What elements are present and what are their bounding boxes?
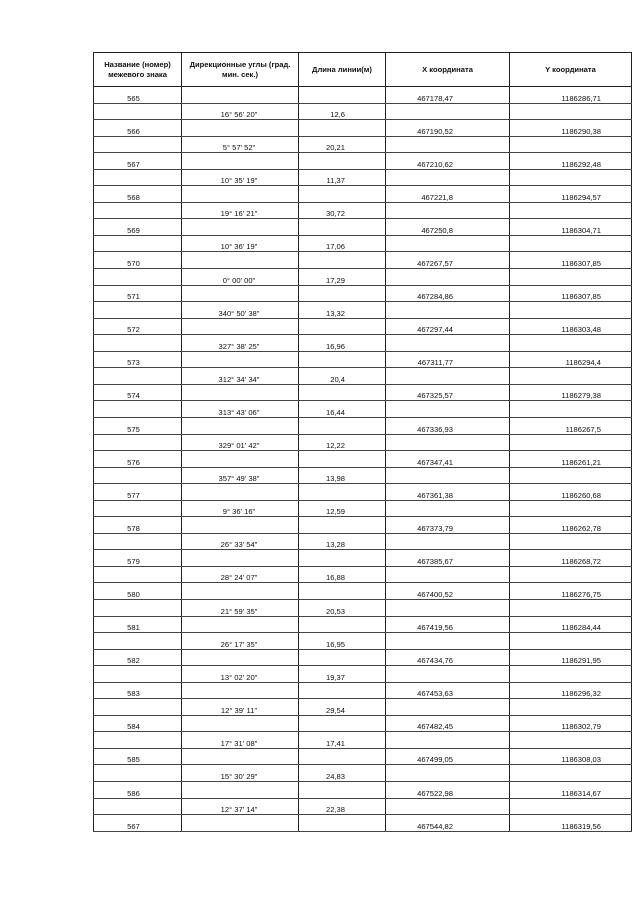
x-cell-empty (386, 467, 510, 484)
segment-length: 20,4 (299, 368, 386, 385)
segment-row (94, 533, 632, 550)
segment-length: 13,28 (299, 533, 386, 550)
point-x: 467453,63 (386, 682, 510, 699)
x-cell-empty (386, 235, 510, 252)
segment-angle: 12° 39' 11" (182, 699, 299, 716)
length-cell-empty (299, 649, 386, 666)
y-cell-empty (510, 732, 632, 749)
point-row (94, 186, 632, 203)
angle-cell-empty (182, 351, 299, 368)
table-body (94, 87, 632, 832)
point-row (94, 550, 632, 567)
segment-row (94, 169, 632, 186)
x-cell-empty (386, 103, 510, 120)
segment-angle: 329° 01' 42" (182, 434, 299, 451)
segment-row (94, 335, 632, 352)
point-x: 467221,8 (386, 186, 510, 203)
segment-length: 13,32 (299, 302, 386, 319)
point-row (94, 120, 632, 137)
point-x: 467482,45 (386, 715, 510, 732)
x-cell-empty (386, 269, 510, 286)
segment-length: 12,22 (299, 434, 386, 451)
point-y: 1186302,79 (510, 715, 632, 732)
point-row (94, 153, 632, 170)
segment-length: 12,6 (299, 103, 386, 120)
x-cell-empty (386, 401, 510, 418)
point-y: 1186260,68 (510, 484, 632, 501)
length-cell-empty (299, 748, 386, 765)
length-cell-empty (299, 351, 386, 368)
segment-row (94, 235, 632, 252)
name-cell-empty (94, 533, 182, 550)
segment-row (94, 798, 632, 815)
segment-angle: 17° 31' 08" (182, 732, 299, 749)
name-cell-empty (94, 169, 182, 186)
length-cell-empty (299, 616, 386, 633)
point-name: 571 (94, 285, 182, 302)
angle-cell-empty (182, 417, 299, 434)
angle-cell-empty (182, 682, 299, 699)
x-cell-empty (386, 798, 510, 815)
name-cell-empty (94, 302, 182, 319)
angle-cell-empty (182, 384, 299, 401)
point-x: 467361,38 (386, 484, 510, 501)
point-x: 467400,52 (386, 583, 510, 600)
x-cell-empty (386, 335, 510, 352)
point-row (94, 715, 632, 732)
point-row (94, 682, 632, 699)
name-cell-empty (94, 467, 182, 484)
segment-angle: 28° 24' 07" (182, 566, 299, 583)
segment-length: 20,53 (299, 600, 386, 617)
segment-length: 17,41 (299, 732, 386, 749)
name-cell-empty (94, 401, 182, 418)
point-row (94, 815, 632, 832)
name-cell-empty (94, 136, 182, 153)
point-row (94, 451, 632, 468)
name-cell-empty (94, 335, 182, 352)
segment-length: 16,95 (299, 633, 386, 650)
point-name: 568 (94, 186, 182, 203)
segment-length: 20,21 (299, 136, 386, 153)
segment-row (94, 633, 632, 650)
segment-row (94, 103, 632, 120)
point-row (94, 583, 632, 600)
segment-angle: 327° 38' 25" (182, 335, 299, 352)
segment-angle: 26° 33' 54" (182, 533, 299, 550)
y-cell-empty (510, 368, 632, 385)
point-x: 467385,67 (386, 550, 510, 567)
segment-angle: 0° 00' 00" (182, 269, 299, 286)
segment-row (94, 765, 632, 782)
y-cell-empty (510, 500, 632, 517)
segment-row (94, 467, 632, 484)
y-cell-empty (510, 202, 632, 219)
segment-row (94, 666, 632, 683)
point-y: 1186294,4 (510, 351, 632, 368)
name-cell-empty (94, 269, 182, 286)
point-x: 467210,62 (386, 153, 510, 170)
point-name: 586 (94, 781, 182, 798)
y-cell-empty (510, 169, 632, 186)
point-row (94, 517, 632, 534)
segment-angle: 21° 59' 35" (182, 600, 299, 617)
segment-angle: 19° 16' 21" (182, 202, 299, 219)
point-x: 467347,41 (386, 451, 510, 468)
point-row (94, 748, 632, 765)
length-cell-empty (299, 120, 386, 137)
point-row (94, 351, 632, 368)
segment-angle: 357° 49' 38" (182, 467, 299, 484)
point-y: 1186296,32 (510, 682, 632, 699)
x-cell-empty (386, 169, 510, 186)
name-cell-empty (94, 202, 182, 219)
segment-length: 30,72 (299, 202, 386, 219)
point-y: 1186286,71 (510, 87, 632, 104)
angle-cell-empty (182, 285, 299, 302)
x-cell-empty (386, 533, 510, 550)
x-cell-empty (386, 202, 510, 219)
point-x: 467336,93 (386, 417, 510, 434)
name-cell-empty (94, 103, 182, 120)
point-row (94, 87, 632, 104)
segment-length: 16,96 (299, 335, 386, 352)
x-cell-empty (386, 368, 510, 385)
angle-cell-empty (182, 219, 299, 236)
length-cell-empty (299, 517, 386, 534)
segment-angle: 13° 02' 20" (182, 666, 299, 683)
segment-row (94, 269, 632, 286)
length-cell-empty (299, 484, 386, 501)
segment-length: 16,44 (299, 401, 386, 418)
segment-length: 19,37 (299, 666, 386, 683)
y-cell-empty (510, 235, 632, 252)
point-name: 567 (94, 815, 182, 832)
point-row (94, 285, 632, 302)
point-row (94, 649, 632, 666)
segment-length: 11,37 (299, 169, 386, 186)
segment-angle: 340° 50' 38" (182, 302, 299, 319)
segment-length: 12,59 (299, 500, 386, 517)
segment-row (94, 202, 632, 219)
point-y: 1186292,48 (510, 153, 632, 170)
point-row (94, 781, 632, 798)
point-x: 467267,57 (386, 252, 510, 269)
point-row (94, 219, 632, 236)
table-header-row (94, 53, 632, 87)
point-y: 1186319,56 (510, 815, 632, 832)
segment-angle: 313° 43' 06" (182, 401, 299, 418)
point-x: 467522,98 (386, 781, 510, 798)
length-cell-empty (299, 451, 386, 468)
name-cell-empty (94, 600, 182, 617)
y-cell-empty (510, 103, 632, 120)
x-cell-empty (386, 765, 510, 782)
y-cell-empty (510, 302, 632, 319)
segment-row (94, 566, 632, 583)
segment-row (94, 368, 632, 385)
angle-cell-empty (182, 484, 299, 501)
segment-row (94, 302, 632, 319)
point-x: 467325,57 (386, 384, 510, 401)
y-cell-empty (510, 401, 632, 418)
point-y: 1186290,38 (510, 120, 632, 137)
y-cell-empty (510, 798, 632, 815)
angle-cell-empty (182, 715, 299, 732)
angle-cell-empty (182, 252, 299, 269)
x-cell-empty (386, 699, 510, 716)
name-cell-empty (94, 500, 182, 517)
point-name: 582 (94, 649, 182, 666)
point-x: 467190,52 (386, 120, 510, 137)
angle-cell-empty (182, 649, 299, 666)
x-cell-empty (386, 566, 510, 583)
point-name: 579 (94, 550, 182, 567)
y-cell-empty (510, 467, 632, 484)
segment-length: 17,29 (299, 269, 386, 286)
name-cell-empty (94, 235, 182, 252)
point-name: 581 (94, 616, 182, 633)
point-x: 467544,82 (386, 815, 510, 832)
point-y: 1186261,21 (510, 451, 632, 468)
angle-cell-empty (182, 318, 299, 335)
y-cell-empty (510, 533, 632, 550)
point-y: 1186307,85 (510, 285, 632, 302)
length-cell-empty (299, 583, 386, 600)
point-name: 569 (94, 219, 182, 236)
angle-cell-empty (182, 815, 299, 832)
angle-cell-empty (182, 781, 299, 798)
y-cell-empty (510, 136, 632, 153)
segment-row (94, 732, 632, 749)
name-cell-empty (94, 368, 182, 385)
point-name: 585 (94, 748, 182, 765)
point-y: 1186294,57 (510, 186, 632, 203)
point-y: 1186279,38 (510, 384, 632, 401)
y-cell-empty (510, 699, 632, 716)
coordinates-sheet (93, 52, 631, 832)
point-name: 567 (94, 153, 182, 170)
point-name: 578 (94, 517, 182, 534)
header-angle: Дирекционные углы (град. мин. сек.) (182, 53, 299, 87)
angle-cell-empty (182, 517, 299, 534)
segment-row (94, 401, 632, 418)
segment-row (94, 434, 632, 451)
point-y: 1186262,78 (510, 517, 632, 534)
point-name: 580 (94, 583, 182, 600)
point-name: 576 (94, 451, 182, 468)
point-row (94, 252, 632, 269)
point-y: 1186291,95 (510, 649, 632, 666)
length-cell-empty (299, 550, 386, 567)
point-name: 572 (94, 318, 182, 335)
point-y: 1186314,67 (510, 781, 632, 798)
length-cell-empty (299, 153, 386, 170)
point-y: 1186276,75 (510, 583, 632, 600)
point-x: 467499,05 (386, 748, 510, 765)
point-y: 1186268,72 (510, 550, 632, 567)
point-x: 467373,79 (386, 517, 510, 534)
x-cell-empty (386, 633, 510, 650)
segment-length: 24,83 (299, 765, 386, 782)
point-name: 565 (94, 87, 182, 104)
y-cell-empty (510, 600, 632, 617)
y-cell-empty (510, 765, 632, 782)
point-name: 574 (94, 384, 182, 401)
angle-cell-empty (182, 748, 299, 765)
x-cell-empty (386, 600, 510, 617)
x-cell-empty (386, 666, 510, 683)
point-x: 467297,44 (386, 318, 510, 335)
length-cell-empty (299, 186, 386, 203)
point-name: 570 (94, 252, 182, 269)
length-cell-empty (299, 318, 386, 335)
header-length: Длина линии(м) (299, 53, 386, 87)
segment-row (94, 136, 632, 153)
point-name: 575 (94, 417, 182, 434)
segment-angle: 12° 37' 14" (182, 798, 299, 815)
angle-cell-empty (182, 451, 299, 468)
name-cell-empty (94, 798, 182, 815)
angle-cell-empty (182, 583, 299, 600)
name-cell-empty (94, 633, 182, 650)
segment-length: 22,38 (299, 798, 386, 815)
point-name: 566 (94, 120, 182, 137)
angle-cell-empty (182, 550, 299, 567)
y-cell-empty (510, 269, 632, 286)
length-cell-empty (299, 219, 386, 236)
segment-length: 29,54 (299, 699, 386, 716)
point-x: 467419,56 (386, 616, 510, 633)
length-cell-empty (299, 384, 386, 401)
name-cell-empty (94, 732, 182, 749)
point-name: 583 (94, 682, 182, 699)
x-cell-empty (386, 434, 510, 451)
point-row (94, 384, 632, 401)
angle-cell-empty (182, 153, 299, 170)
y-cell-empty (510, 335, 632, 352)
segment-angle: 312° 34' 34" (182, 368, 299, 385)
length-cell-empty (299, 87, 386, 104)
point-y: 1186304,71 (510, 219, 632, 236)
header-y: Y координата (510, 53, 632, 87)
segment-angle: 9° 36' 16" (182, 500, 299, 517)
point-y: 1186307,85 (510, 252, 632, 269)
segment-angle: 15° 30' 29" (182, 765, 299, 782)
angle-cell-empty (182, 616, 299, 633)
point-y: 1186303,48 (510, 318, 632, 335)
y-cell-empty (510, 666, 632, 683)
point-row (94, 318, 632, 335)
length-cell-empty (299, 252, 386, 269)
point-y: 1186308,03 (510, 748, 632, 765)
segment-angle: 5° 57' 52" (182, 136, 299, 153)
segment-angle: 10° 36' 19" (182, 235, 299, 252)
name-cell-empty (94, 434, 182, 451)
segment-angle: 10° 35' 19" (182, 169, 299, 186)
header-x: X координата (386, 53, 510, 87)
name-cell-empty (94, 666, 182, 683)
point-row (94, 484, 632, 501)
x-cell-empty (386, 302, 510, 319)
segment-length: 13,98 (299, 467, 386, 484)
point-name: 577 (94, 484, 182, 501)
segment-angle: 26° 17' 35" (182, 633, 299, 650)
point-y: 1186284,44 (510, 616, 632, 633)
y-cell-empty (510, 434, 632, 451)
segment-row (94, 500, 632, 517)
angle-cell-empty (182, 186, 299, 203)
length-cell-empty (299, 285, 386, 302)
length-cell-empty (299, 715, 386, 732)
point-name: 584 (94, 715, 182, 732)
point-x: 467178,47 (386, 87, 510, 104)
length-cell-empty (299, 781, 386, 798)
name-cell-empty (94, 765, 182, 782)
point-row (94, 417, 632, 434)
point-row (94, 616, 632, 633)
point-x: 467434,76 (386, 649, 510, 666)
x-cell-empty (386, 500, 510, 517)
boundary-coordinates-table (93, 52, 632, 832)
point-y: 1186267,5 (510, 417, 632, 434)
angle-cell-empty (182, 120, 299, 137)
point-x: 467284,86 (386, 285, 510, 302)
length-cell-empty (299, 815, 386, 832)
segment-row (94, 699, 632, 716)
x-cell-empty (386, 732, 510, 749)
point-x: 467250,8 (386, 219, 510, 236)
segment-row (94, 600, 632, 617)
segment-angle: 16° 56' 20" (182, 103, 299, 120)
y-cell-empty (510, 566, 632, 583)
angle-cell-empty (182, 87, 299, 104)
x-cell-empty (386, 136, 510, 153)
length-cell-empty (299, 417, 386, 434)
y-cell-empty (510, 633, 632, 650)
name-cell-empty (94, 566, 182, 583)
point-name: 573 (94, 351, 182, 368)
length-cell-empty (299, 682, 386, 699)
name-cell-empty (94, 699, 182, 716)
point-x: 467311,77 (386, 351, 510, 368)
header-name: Название (номер) межевого знака (94, 53, 182, 87)
segment-length: 17,06 (299, 235, 386, 252)
segment-length: 16,88 (299, 566, 386, 583)
